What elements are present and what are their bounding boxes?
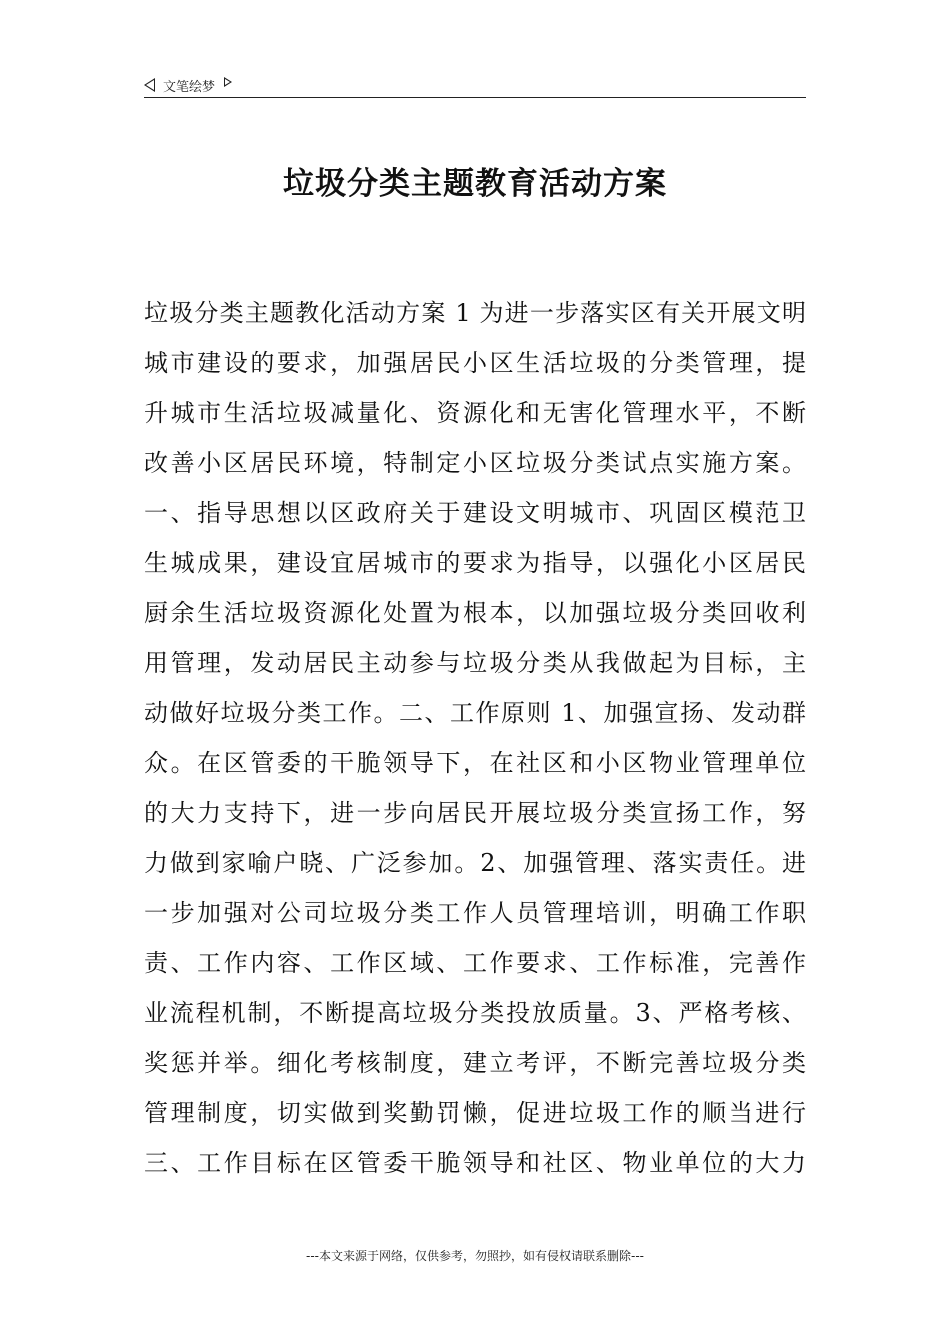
body-line: 生城成果，建设宜居城市的要求为指导，以强化小区居民 xyxy=(144,549,806,577)
body-line: 力做到家喻户晓、广泛参加。2、加强管理、落实责任。进 xyxy=(144,849,806,877)
body-line: 一步加强对公司垃圾分类工作人员管理培训，明确工作职 xyxy=(144,899,806,927)
document-title: 垃圾分类主题教育活动方案 xyxy=(283,166,667,202)
body-line: 管理制度，切实做到奖勤罚懒，促进垃圾工作的顺当进行 xyxy=(144,1099,806,1127)
page-header xyxy=(144,74,806,96)
header-brand: 文笔绘梦 xyxy=(163,79,216,95)
body-line: 业流程机制，不断提高垃圾分类投放质量。3、严格考核、 xyxy=(144,999,806,1027)
header-divider xyxy=(144,97,806,98)
triangle-right-outline-icon xyxy=(224,77,232,87)
body-line: 改善小区居民环境，特制定小区垃圾分类试点实施方案。 xyxy=(144,449,806,477)
body-line: 厨余生活垃圾资源化处置为根本，以加强垃圾分类回收利 xyxy=(144,599,806,627)
body-line: 垃圾分类主题教化活动方案 1 为进一步落实区有关开展文明 xyxy=(144,299,806,327)
body-line: 动做好垃圾分类工作。二、工作原则 1、加强宣扬、发动群 xyxy=(144,699,806,727)
body-line: 升城市生活垃圾减量化、资源化和无害化管理水平，不断 xyxy=(144,399,806,427)
body-line: 的大力支持下，进一步向居民开展垃圾分类宣扬工作，努 xyxy=(144,799,806,827)
body-line: 责、工作内容、工作区域、工作要求、工作标准，完善作 xyxy=(144,949,806,977)
footer-notice: ---本文来源于网络，仅供参考，勿照抄，如有侵权请联系删除--- xyxy=(306,1249,644,1263)
triangle-left-outline-icon xyxy=(144,78,155,92)
body-line: 城市建设的要求，加强居民小区生活垃圾的分类管理，提 xyxy=(144,349,806,377)
document-body xyxy=(144,288,806,1188)
body-line: 一、指导思想以区政府关于建设文明城市、巩固区模范卫 xyxy=(144,499,806,527)
body-line: 三、工作目标在区管委干脆领导和社区、物业单位的大力 xyxy=(144,1149,806,1177)
body-line: 众。在区管委的干脆领导下，在社区和小区物业管理单位 xyxy=(144,749,806,777)
body-line: 用管理，发动居民主动参与垃圾分类从我做起为目标，主 xyxy=(144,649,806,677)
body-line: 奖惩并举。细化考核制度，建立考评，不断完善垃圾分类 xyxy=(144,1049,806,1077)
